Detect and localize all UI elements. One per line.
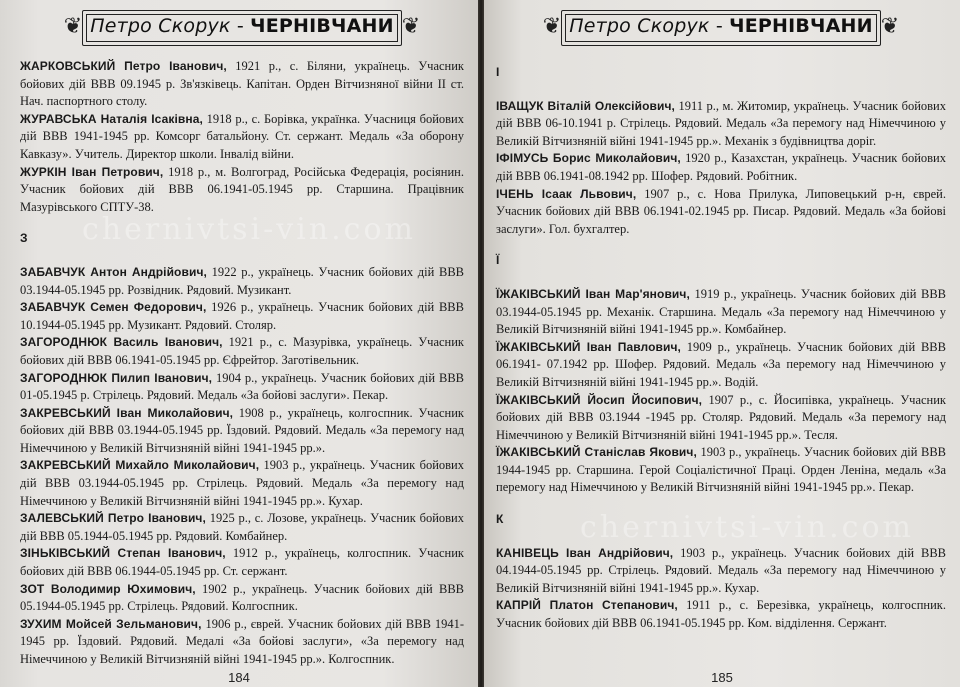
entry-name: ЇЖАКІВСЬКИЙ Йосип Йосипович, — [496, 392, 703, 407]
biography-entry — [20, 545, 464, 580]
entry-name: ЖУРАВСЬКА Наталія Ісаківна, — [20, 111, 203, 126]
biography-entry — [496, 392, 946, 445]
entry-name: ІЧЕНЬ Ісаак Львович, — [496, 186, 637, 201]
ornament-left-icon: ❦ — [63, 14, 83, 39]
entry-text: 1912 р., українець, колгоспник. Учасник бойових дій ВВВ 06.1944-05.1945 рр. Ст. сержант. — [20, 546, 464, 579]
ornament-right-icon: ❦ — [880, 14, 900, 39]
section-letter: І — [496, 65, 500, 79]
section-letter: Ї — [496, 253, 500, 268]
watermark: chernivtsi-vin.com — [580, 510, 914, 545]
biography-entry — [496, 339, 946, 392]
biography-entry — [20, 58, 464, 111]
entry-name: ЗАКРЕВСЬКИЙ Михайло Миколайович, — [20, 458, 260, 473]
entry-text: 1911 р., с. Березівка, українець, колгоспник. Учасник бойових дій ВВВ 06.1941-05.1945 рр. Ком. відділення. Сержант. — [496, 598, 946, 631]
entry-name: ЗАЛЕВСЬКИЙ Петро Іванович, — [20, 511, 206, 526]
right-page-content — [496, 64, 946, 633]
entry-name: ЗАГОРОДНЮК Василь Іванович, — [20, 335, 223, 350]
entry-name: ЗАКРЕВСЬКИЙ Іван Миколайович, — [20, 405, 234, 420]
header-separator: - — [709, 15, 730, 37]
entry-name: ІФІМУСЬ Борис Миколайович, — [496, 151, 681, 166]
section-letter: К — [496, 512, 504, 527]
header-title — [541, 15, 901, 37]
entry-name: ЗУХИМ Мойсей Зельманович, — [20, 616, 202, 631]
biography-entry — [20, 581, 464, 616]
entry-name: ЗАГОРОДНЮК Пилип Іванович, — [20, 370, 213, 385]
biography-entry — [20, 457, 464, 510]
biography-entry — [20, 264, 464, 299]
entry-text: 1903 р., українець. Учасник бойових дій ВВВ 04.1944-05.1945 рр. Стрілець. Рядовий. Медаль «За перемогу над Німеччиною у Великій Вітчизняній війні 1941-1945 рр.». Кухар. — [496, 545, 946, 595]
entry-text: 1920 р., Казахстан, українець. Учасник бойових дій ВВВ 06.1941-08.1942 рр. Шофер. Рядовий. Робітник. — [496, 151, 946, 183]
header-title — [62, 15, 422, 37]
watermark: chernivtsi-vin.com — [82, 212, 416, 247]
entry-text: 1921 р., с. Мазурівка, українець. Учасник бойових дій ВВВ 06.1941-05.1945 рр. Єфрейтор. Заготівельник. — [20, 335, 464, 367]
entry-text: 1903 р., українець. Учасник бойових дій ВВВ 1944-1945 рр. Старшина. Герой Соціалістичної Праці. Орден Леніна, медаль «За перемогу над Німеччиною у Великій Вітчизняній війні 1941-1945 рр.». Пекар. — [496, 445, 946, 495]
entry-text: 1907 р., с. Нова Прилука, Липовецький р-н, єврей. Учасник бойових дій ВВВ 06.1941-02.1945 рр. Писар. Рядовий. Медаль «За бойові заслуги». Гол. бухгалтер. — [496, 186, 946, 236]
header-author: Петро Скорук — [569, 15, 710, 37]
biography-entry — [496, 545, 946, 598]
entry-text: 1906 р., єврей. Учасник бойових дій ВВВ 1941-1945 рр. Їздовий. Рядовий. Медалі «За бойові заслуги», «За перемогу над Німеччиною у Великій Вітчизняній війні 1941-1945 рр.». Колгоспник. — [20, 616, 464, 666]
entry-text: 1921 р., с. Біляни, українець. Учасник бойових дій ВВВ 09.1945 р. Зв'язківець. Капітан. Орден Вітчизняної війни ІІ ст. Нач. паспортного столу. — [20, 59, 464, 109]
section-letter: З — [20, 231, 28, 246]
entry-text: 1908 р., українець, колгоспник. Учасник бойових дій ВВВ 03.1944-05.1945 рр. Їздовий. Рядовий. Медаль «За перемогу над Німеччиною у Великій Вітчизняній війні 1941-1945 рр.». — [20, 405, 464, 455]
biography-entry — [496, 286, 946, 339]
biography-entry — [20, 164, 464, 217]
entry-text: 1925 р., с. Лозове, українець. Учасник бойових дій ВВВ 05.1944-05.1945 рр. Рядовий. Комбайнер. — [20, 511, 464, 543]
left-page — [0, 0, 478, 687]
header-book-title: ЧЕРНІВЧАНИ — [250, 15, 394, 37]
header-book-title: ЧЕРНІВЧАНИ — [729, 15, 873, 37]
entry-text: 1918 р., с. Борівка, українка. Учасниця бойових дій ВВВ 1941-1945 рр. Комсорг батальйону. Ст. сержант. Медаль «За оборону Кавказу». Учитель. Директор школи. Інвалід війни. — [20, 111, 464, 161]
right-page — [484, 0, 960, 687]
biography-entry — [496, 597, 946, 632]
left-page-content — [20, 58, 464, 669]
biography-entry — [496, 186, 946, 239]
entry-text: 1909 р., українець. Учасник бойових дій ВВВ 06.1941- 07.1942 рр. Шофер. Рядовий. Медаль «За перемогу над Німеччиною у Великій Вітчизняній війні 1941-1945 рр.». Водій. — [496, 339, 946, 389]
biography-entry — [20, 616, 464, 669]
biography-entry — [20, 334, 464, 369]
entry-text: 1903 р., українець. Учасник бойових дій ВВВ 03.1944-05.1945 рр. Стрілець. Рядовий. Медаль «За перемогу над Німеччиною у Великій Вітчизняній війні 1941-1945 рр.». Кухар. — [20, 458, 464, 508]
ornament-right-icon: ❦ — [401, 14, 421, 39]
entry-text: 1926 р., українець. Учасник бойових дій ВВВ 10.1944-05.1945 рр. Музикант. Рядовий. Столяр. — [20, 300, 464, 332]
biography-entry — [496, 444, 946, 497]
entry-name: КАПРІЙ Платон Степанович, — [496, 598, 678, 613]
entry-name: ЖУРКІН Іван Петрович, — [20, 164, 164, 179]
biography-entry — [20, 111, 464, 164]
entry-text: 1922 р., українець. Учасник бойових дій ВВВ 03.1944-05.1945 рр. Розвідник. Рядовий. Музикант. — [20, 264, 464, 297]
entry-name: ІВАЩУК Віталій Олексійович, — [496, 98, 675, 113]
biography-entry — [20, 299, 464, 334]
page-number: 184 — [228, 670, 250, 685]
entry-name: ЇЖАКІВСЬКИЙ Іван Мар'янович, — [496, 286, 690, 301]
entry-name: ЇЖАКІВСЬКИЙ Іван Павлович, — [496, 339, 681, 354]
entry-name: ЇЖАКІВСЬКИЙ Станіслав Якович, — [496, 445, 697, 460]
header-author: Петро Скорук — [90, 15, 231, 37]
entry-name: ЗІНЬКІВСЬКИЙ Степан Іванович, — [20, 546, 226, 561]
biography-entry — [20, 510, 464, 545]
biography-entry — [496, 98, 946, 151]
page-header — [62, 6, 422, 50]
entry-text: 1919 р., українець. Учасник бойових дій ВВВ 03.1944-05.1945 рр. Механік. Старшина. Медаль «За перемогу над Німеччиною у Великій Вітчизняній війні 1941-1945 рр.». Комбайнер. — [496, 286, 946, 337]
entry-text: 1902 р., українець. Учасник бойових дій ВВВ 05.1944-05.1945 рр. Стрілець. Рядовий. Колгоспник. — [20, 581, 464, 614]
page-header — [541, 6, 901, 50]
entry-name: ЖАРКОВСЬКИЙ Петро Іванович, — [20, 59, 227, 73]
entry-name: ЗАБАВЧУК Семен Федорович, — [20, 300, 207, 315]
biography-entry — [20, 405, 464, 458]
biography-entry — [20, 370, 464, 405]
entry-text: 1907 р., с. Йосипівка, українець. Учасник бойових дій ВВВ 03.1944 -1945 рр. Столяр. Рядовий. Медаль «За перемогу над Німеччиною у Великій Вітчизняній війні 1941-1945 рр.». Тесля. — [496, 392, 946, 442]
entry-name: КАНІВЕЦЬ Іван Андрійович, — [496, 545, 674, 560]
entry-name: ЗАБАВЧУК Антон Андрійович, — [20, 264, 207, 279]
page-number: 185 — [711, 670, 733, 685]
entry-text: 1904 р., українець. Учасник бойових дій ВВВ 01-05.1945 р. Стрілець. Рядовий. Медаль «За бойові заслуги». Пекар. — [20, 370, 464, 403]
header-separator: - — [230, 15, 251, 37]
entry-name: ЗОТ Володимир Юхимович, — [20, 581, 196, 596]
entry-text: 1911 р., м. Житомир, українець. Учасник бойових дій ВВВ 06-10.1941 р. Стрілець. Рядовий. Медаль «За перемогу над Німеччиною у Великій Вітчизняній війні 1941-1945 рр.». Механік з будівництва доріг. — [496, 98, 946, 148]
ornament-left-icon: ❦ — [542, 14, 562, 39]
entry-text: 1918 р., м. Волгоград, Російська Федерація, росіянин. Учасник бойових дій ВВВ 06.1941-05.1945 рр. Старшина. Працівник Мазурівського СПТУ-38. — [20, 164, 464, 214]
biography-entry — [496, 150, 946, 185]
